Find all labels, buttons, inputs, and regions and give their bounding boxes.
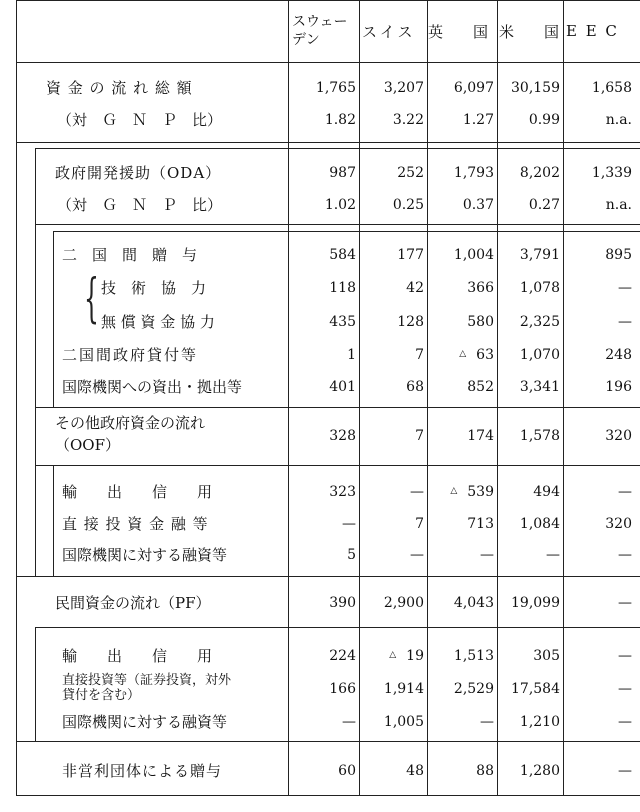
- row-label-oof-multilateral: 国際機関に対する融資等: [62, 546, 228, 564]
- cell-value: 7: [415, 347, 424, 363]
- row-label-oda: 政府開発援助（ODA）: [55, 164, 222, 182]
- cell-value: 1,084: [519, 516, 560, 532]
- cell-value: —: [342, 714, 356, 730]
- cell-value: 584: [329, 247, 356, 263]
- rule-indent2-a: [53, 231, 54, 407]
- cell-value: —: [618, 484, 632, 500]
- cell-value-text: 63: [476, 347, 494, 363]
- row-label-total: 資 金 の 流 れ 総 額: [46, 79, 193, 97]
- cell-value: —: [546, 547, 560, 563]
- rule-oof-top: [35, 407, 640, 408]
- cell-value: 68: [406, 379, 424, 395]
- row-label-pf-direct-investment: 直接投資等（証券投資，対外: [62, 673, 232, 688]
- cell-value: 118: [329, 280, 356, 296]
- row-label-oof: その他政府資金の流れ: [55, 414, 206, 432]
- cell-value-text: 539: [467, 484, 494, 500]
- cell-value: —: [618, 681, 632, 697]
- rule-ngo-top: [16, 741, 640, 742]
- cell-value: 1,005: [383, 714, 424, 730]
- rule-indent1-a: [35, 148, 36, 576]
- cell-value: 494: [533, 484, 560, 500]
- row-label-bilateral-loans: 二国間政府貸付等: [62, 346, 199, 364]
- cell-value: 248: [605, 347, 632, 363]
- cell-value: 174: [467, 428, 494, 444]
- rule-col2: [359, 0, 360, 796]
- cell-value: 320: [605, 516, 632, 532]
- cell-value: [430, 483, 494, 503]
- cell-value: 895: [605, 247, 632, 263]
- cell-value: —: [618, 314, 632, 330]
- rule-oda-top: [35, 148, 640, 149]
- cell-value: 1,914: [383, 681, 424, 697]
- cell-value: 0.99: [528, 112, 560, 128]
- cell-value: 0.25: [392, 197, 424, 213]
- row-label-oof-direct-investment: 直 接 投 資 金 融 等: [62, 515, 209, 533]
- column-header-sweden: [292, 0, 354, 62]
- cell-value: 1,280: [519, 763, 560, 779]
- column-header-uk: 英 国: [428, 22, 489, 41]
- row-label-grant-aid: 無 償 資 金 協 力: [101, 313, 215, 331]
- cell-value: 366: [467, 280, 494, 296]
- cell-value: 19,099: [511, 595, 560, 611]
- row-label-multilateral: 国際機関への資出・拠出等: [62, 378, 243, 396]
- cell-value: 390: [329, 595, 356, 611]
- column-header-switzerland: スイス: [362, 22, 416, 41]
- row-label-pf: 民間資金の流れ（PF）: [55, 594, 211, 612]
- cell-value: 5: [347, 547, 356, 563]
- cell-value: —: [410, 547, 424, 563]
- cell-value: 60: [338, 763, 356, 779]
- cell-value: 987: [329, 165, 356, 181]
- row-label-total-gnp: （対 Ｇ Ｎ Ｐ 比）: [57, 111, 223, 129]
- cell-value: [430, 346, 494, 366]
- cell-value: —: [342, 516, 356, 532]
- cell-value: 320: [605, 428, 632, 444]
- rule-left: [16, 0, 17, 796]
- cell-value: —: [618, 547, 632, 563]
- cell-value: n.a.: [605, 197, 632, 213]
- row-label-pf-export-credit: 輸 出 信 用: [62, 647, 213, 665]
- cell-value: —: [480, 547, 494, 563]
- negative-triangle-icon: △: [459, 349, 467, 359]
- cell-value: 30,159: [511, 80, 560, 96]
- cell-value: 1,078: [519, 280, 560, 296]
- cell-value: 1,658: [591, 80, 632, 96]
- cell-value: —: [410, 484, 424, 500]
- cell-value: 128: [397, 314, 424, 330]
- cell-value: 7: [415, 516, 424, 532]
- rule-col1: [288, 0, 289, 796]
- row-label-oda-gnp: （対 Ｇ Ｎ Ｐ 比）: [57, 196, 223, 214]
- cell-value: 1,578: [519, 428, 560, 444]
- cell-value: 435: [329, 314, 356, 330]
- rule-header: [16, 62, 640, 63]
- rule-col3: [427, 0, 428, 796]
- cell-value: 7: [415, 428, 424, 444]
- cell-value: 3.22: [392, 112, 424, 128]
- row-label-technical-cooperation: 技 術 協 力: [101, 279, 207, 297]
- cell-value: 88: [476, 763, 494, 779]
- row-label-oof-abbrev: （OOF）: [55, 436, 121, 454]
- cell-value: 224: [329, 648, 356, 664]
- rule-indent2-b: [53, 465, 54, 576]
- cell-value: 852: [467, 379, 494, 395]
- rule-bottom: [16, 795, 640, 796]
- cell-value: 1.02: [324, 197, 356, 213]
- column-header-eec: E E C: [566, 22, 619, 40]
- cell-value: 3,791: [519, 247, 560, 263]
- cell-value: —: [618, 280, 632, 296]
- negative-triangle-icon: △: [450, 486, 458, 496]
- cell-value: 328: [329, 428, 356, 444]
- cell-value: 1.82: [324, 112, 356, 128]
- cell-value: 2,325: [519, 314, 560, 330]
- rule-col4: [497, 0, 498, 796]
- cell-value: 6,097: [453, 80, 494, 96]
- row-label-ngo-grants: 非営利団体による贈与: [62, 762, 223, 780]
- rule-top: [16, 0, 640, 1]
- cell-value: 1,793: [453, 165, 494, 181]
- rule-bilateral-top: [53, 231, 640, 232]
- rule-after-total: [16, 142, 640, 143]
- cell-value: 2,529: [453, 681, 494, 697]
- cell-value: —: [618, 763, 632, 779]
- cell-value: 713: [467, 516, 494, 532]
- cell-value: 0.27: [528, 197, 560, 213]
- cell-value: 1.27: [462, 112, 494, 128]
- row-label-pf-direct-investment-2: 貸付を含む）: [62, 688, 141, 703]
- rule-pf-sub: [35, 627, 640, 628]
- cell-value: 166: [329, 681, 356, 697]
- row-label-bilateral-grants: 二 国 間 贈 与: [62, 246, 198, 264]
- cell-value: 2,900: [383, 595, 424, 611]
- cell-value: 1,513: [453, 648, 494, 664]
- rule-col5: [563, 0, 564, 796]
- cell-value: 196: [605, 379, 632, 395]
- row-label-pf-multilateral: 国際機関に対する融資等: [62, 713, 228, 731]
- cell-value: 3,341: [519, 379, 560, 395]
- cell-value: 1,210: [519, 714, 560, 730]
- cell-value: 177: [397, 247, 424, 263]
- cell-value: n.a.: [605, 112, 632, 128]
- cell-value: 401: [329, 379, 356, 395]
- cell-value: 1: [347, 347, 356, 363]
- column-header-usa: 米 国: [499, 22, 560, 41]
- rule-pf-top: [16, 576, 640, 577]
- cell-value: 323: [329, 484, 356, 500]
- rule-oof-sub: [35, 465, 640, 466]
- cell-value: 42: [406, 280, 424, 296]
- cell-value: 0.37: [462, 197, 494, 213]
- cell-value: 48: [406, 763, 424, 779]
- negative-triangle-icon: △: [389, 650, 397, 660]
- rule-oda-sub: [35, 224, 640, 225]
- cell-value: 1,339: [591, 165, 632, 181]
- cell-value-text: 19: [406, 648, 424, 664]
- cell-value: 17,584: [511, 681, 560, 697]
- cell-value: —: [480, 714, 494, 730]
- cell-value: 1,765: [315, 80, 356, 96]
- cell-value: 8,202: [519, 165, 560, 181]
- cell-value: —: [618, 714, 632, 730]
- cell-value: 1,004: [453, 247, 494, 263]
- column-header-sweden-line1: スウェー: [292, 14, 348, 30]
- cell-value: 4,043: [453, 595, 494, 611]
- cell-value: —: [618, 648, 632, 664]
- cell-value: —: [618, 595, 632, 611]
- column-header-sweden-line2: デン: [292, 32, 320, 48]
- cell-value: 305: [533, 648, 560, 664]
- cell-value: 252: [397, 165, 424, 181]
- cell-value: 3,207: [383, 80, 424, 96]
- cell-value: [362, 647, 424, 667]
- brace-icon: {: [84, 269, 99, 329]
- row-label-oof-export-credit: 輸 出 信 用: [62, 483, 213, 501]
- cell-value: 580: [467, 314, 494, 330]
- rule-indent1-b: [35, 627, 36, 741]
- cell-value: 1,070: [519, 347, 560, 363]
